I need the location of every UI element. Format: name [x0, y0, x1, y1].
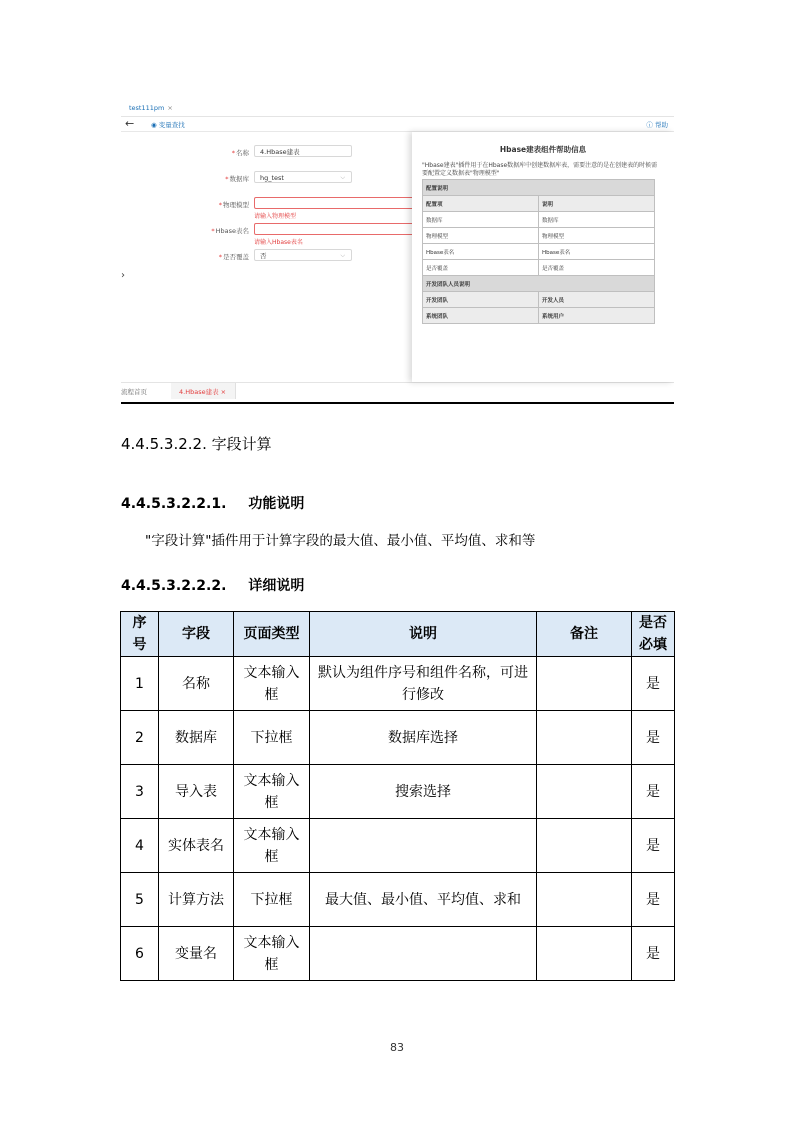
table-row: 5 计算方法 下拉框 最大值、最小值、平均值、求和 是 [121, 873, 675, 927]
eye-icon: ◉ [151, 121, 159, 129]
help-panel-description: "Hbase建表"插件用于在Hbase数据库中创建数据库表，需要注意的是在创建表的时候需要配置定义数据表"物理模型" [422, 162, 658, 177]
page-number: 83 [390, 1041, 404, 1054]
hbase-table-error: 请输入Hbase表名 [254, 239, 303, 246]
tab-hbase-create[interactable]: 4.Hbase建表 × [179, 388, 227, 396]
bottom-tab-bar [121, 382, 674, 400]
name-input[interactable]: 4.Hbase建表 [254, 145, 352, 157]
form-row-database: *数据库 hg_test ⌵ [121, 171, 421, 185]
form-row-physical-model: *物理模型 请输入物理模型 [121, 197, 421, 211]
help-config-table: 配置说明 配置项 说明 数据库 数据库 物理模型 物理模型 Hbase表名 Hbase表名 是否覆盖 是否覆盖 开发团队人员说明 开发团队 开发人员 系统团队 系统用户 [422, 179, 655, 324]
close-icon[interactable]: × [220, 388, 227, 396]
help-panel-title: Hbase建表组件帮助信息 [499, 145, 587, 154]
function-heading: 4.4.5.3.2.2.1. 功能说明 [121, 496, 305, 512]
help-button[interactable]: ⓘ 帮助 [646, 121, 668, 129]
overwrite-select[interactable]: 否 ⌵ [254, 249, 352, 261]
table-row: 6 变量名 文本输入框 是 [121, 927, 675, 981]
physical-model-input[interactable] [254, 197, 424, 209]
table-header-row [121, 612, 675, 657]
question-icon: ⓘ [646, 121, 655, 129]
table-row: 3 导入表 文本输入框 搜索选择 是 [121, 765, 675, 819]
chevron-down-icon: ⌵ [340, 252, 345, 259]
table-row: 1 名称 文本输入框 默认为组件序号和组件名称，可进行修改 是 [121, 657, 675, 711]
physical-model-error: 请输入物理模型 [254, 213, 297, 220]
section-heading: 4.4.5.3.2.2. 字段计算 [121, 435, 272, 453]
back-arrow-icon[interactable]: ← [125, 117, 135, 130]
toolbar [121, 117, 674, 132]
function-description: "字段计算"插件用于计算字段的最大值、最小值、平均值、求和等 [145, 533, 536, 549]
help-screenshot [121, 100, 674, 404]
table-row: 4 实体表名 文本输入框 是 [121, 819, 675, 873]
component-form [121, 132, 411, 380]
tab-flow-home[interactable]: 流程首页 [121, 388, 147, 396]
hbase-table-input[interactable] [254, 223, 424, 235]
variable-lookup-button[interactable]: ◉ 变量查找 [151, 121, 185, 129]
database-select[interactable]: hg_test ⌵ [254, 171, 352, 183]
field-spec-table [120, 611, 675, 981]
form-row-overwrite: *是否覆盖 否 ⌵ [121, 249, 421, 263]
header-remark: 备注 [537, 612, 632, 657]
table-row: 2 数据库 下拉框 数据库选择 是 [121, 711, 675, 765]
tab-test111pm[interactable]: test111pm × [129, 104, 173, 112]
detail-heading: 4.4.5.3.2.2.2. 详细说明 [121, 578, 305, 594]
form-row-hbase-table: *Hbase表名 请输入Hbase表名 [121, 223, 421, 237]
help-panel [412, 132, 674, 382]
header-page-type: 页面类型 [234, 612, 310, 657]
top-tab-bar [121, 100, 674, 117]
header-required: 是否必填 [632, 612, 675, 657]
tab-close-icon[interactable]: × [167, 104, 173, 112]
chevron-down-icon: ⌵ [340, 174, 345, 181]
header-field: 字段 [159, 612, 234, 657]
header-index: 序号 [121, 612, 159, 657]
collapse-handle-icon[interactable]: › [121, 270, 125, 281]
form-row-name: *名称 4.Hbase建表 [121, 145, 421, 159]
header-description: 说明 [310, 612, 537, 657]
